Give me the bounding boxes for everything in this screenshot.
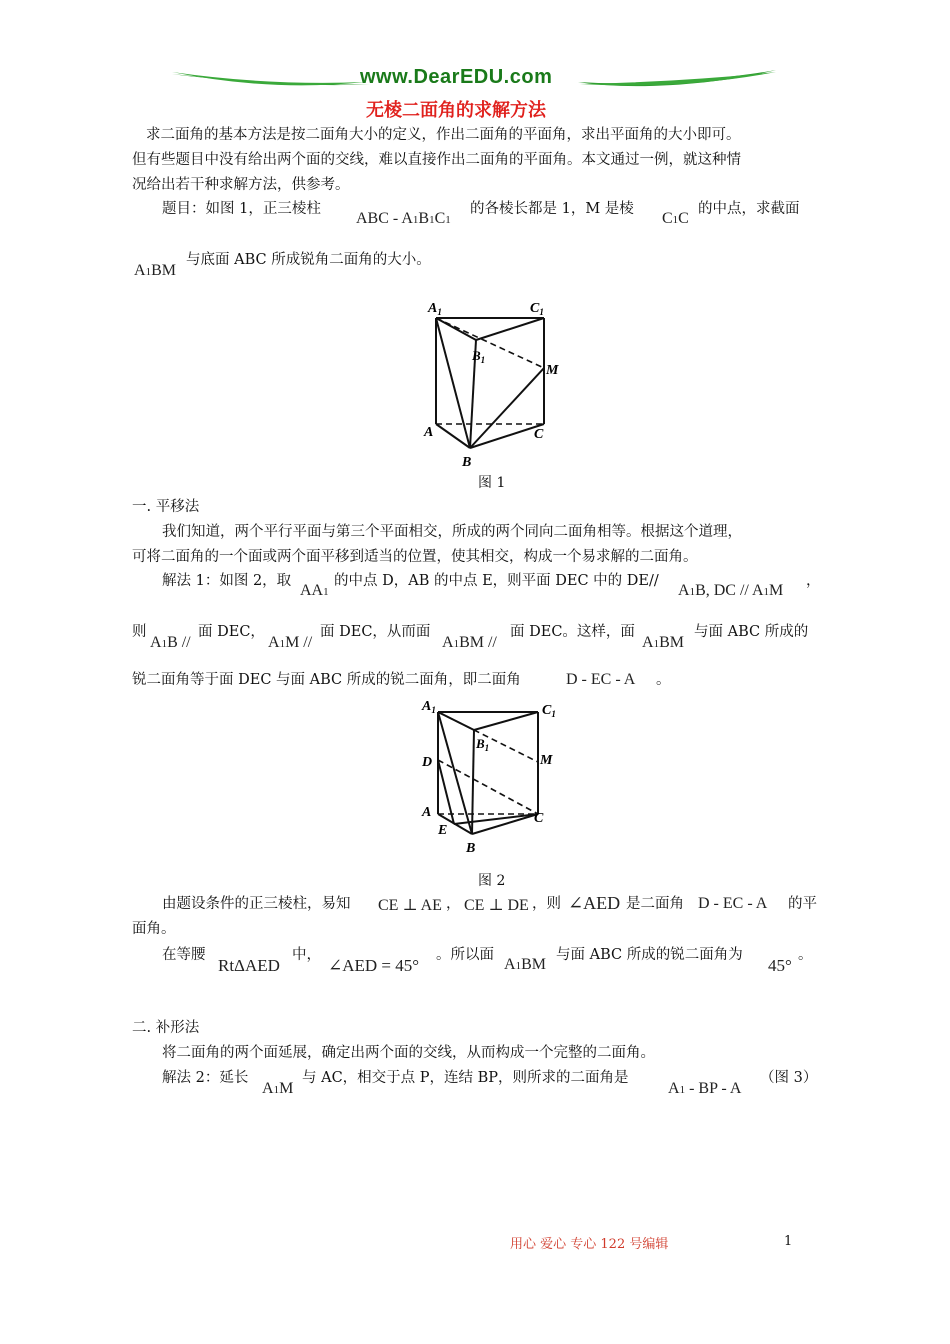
solution-1-text-a: 解法 1：如图 2，取	[162, 573, 292, 589]
section-2-para-1: 将二面角的两个面延展，确定出两个面的交线，从而构成一个完整的二面角。	[162, 1045, 655, 1061]
fig1-label-b1: $B_1$	[472, 348, 486, 365]
solution-1-text-b: 的中点 D，AB 的中点 E，则平面 DEC 中的 DE//	[334, 573, 659, 589]
reasoning-1-c: ，则	[532, 896, 561, 912]
reasoning-3-c: 。所以面	[436, 947, 494, 963]
solution-1-l2-e: 与面 ABC 所成的	[694, 624, 809, 640]
solution-2-dihedral: A1 - BP - A	[668, 1080, 742, 1097]
solution-1-a1bm: A1BM	[642, 634, 684, 651]
fig2-label-c: C	[534, 811, 544, 826]
fig1-label-b: B	[462, 455, 472, 470]
solution-2-a1m: A1M	[262, 1080, 294, 1097]
figure-2-caption: 图 2	[478, 873, 506, 889]
solution-1-dihedral-dec-a: D - EC - A	[566, 671, 636, 688]
fig2-label-d: D	[422, 755, 433, 770]
page-title: 无棱二面角的求解方法	[366, 100, 546, 121]
problem-text-1: 题目：如图 1，正三棱柱	[162, 201, 321, 217]
reasoning-3-a: 在等腰	[162, 947, 206, 963]
fig1-label-a1: $A_1$	[428, 301, 442, 317]
fig2-label-e: E	[438, 823, 448, 838]
solution-1-parallel-formula: A1B, DC // A1M	[678, 582, 784, 599]
section-1-heading: 一. 平移法	[132, 499, 200, 515]
solution-1-l2-a: 则	[132, 624, 147, 640]
fig2-label-a: A	[422, 805, 432, 820]
solution-2-text-b: 与 AC，相交于点 P，连结 BP，则所求的二面角是	[302, 1070, 629, 1086]
fig1-label-c: C	[534, 427, 544, 442]
reasoning-1-e: 的平	[788, 896, 817, 912]
solution-1-l2-c: 面 DEC，从而面	[320, 624, 431, 640]
footer-credit: 用心 爱心 专心 122 号编辑	[510, 1237, 669, 1252]
reasoning-triangle-aed: RtΔAED	[218, 956, 280, 975]
solution-1-edge-aa1: AA1	[300, 582, 329, 599]
reasoning-ce-perp-de: CE ⊥ DE	[464, 897, 529, 914]
fig2-label-m: M	[540, 753, 553, 768]
problem-section-formula: A1BM	[134, 262, 176, 279]
solution-1-l3-b: 。	[656, 672, 671, 688]
fig1-label-m: M	[546, 363, 559, 378]
figure-2-prism	[416, 698, 576, 858]
reasoning-angle-aed: ∠AED	[568, 893, 621, 913]
reasoning-answer-45: 45°	[768, 956, 792, 975]
fig2-label-b: B	[466, 841, 476, 856]
figure-1-prism	[420, 292, 570, 472]
fig1-label-c1: $C_1$	[530, 301, 544, 317]
reasoning-3-d: 与面 ABC 所成的锐二面角为	[556, 947, 743, 963]
reasoning-angle-45: ∠AED = 45°	[328, 956, 420, 975]
reasoning-ce-perp-ae: CE ⊥ AE	[378, 897, 442, 914]
reasoning-1-a: 由题设条件的正三棱柱，易知	[162, 896, 351, 912]
reasoning-1-b: ，	[446, 896, 461, 912]
reasoning-1-d: 是二面角	[626, 896, 684, 912]
fig2-label-a1: $A_1$	[422, 699, 436, 715]
section-1-para-2: 可将二面角的一个面或两个面平移到适当的位置，使其相交，构成一个易求解的二面角。	[132, 549, 698, 565]
reasoning-3-b: 中，	[292, 947, 321, 963]
intro-line-2: 但有些题目中没有给出两个面的交线，难以直接作出二面角的平面角。本文通过一例，就这种情	[132, 152, 741, 168]
problem-prism-formula: ABC - A1B1C1	[356, 210, 451, 227]
section-2-heading: 二. 补形法	[132, 1020, 200, 1036]
solution-1-a1bm-parallel: A1BM //	[442, 634, 497, 651]
intro-line-1: 求二面角的基本方法是按二面角大小的定义，作出二面角的平面角，求出平面角的大小即可。	[146, 127, 741, 143]
solution-2-text-a: 解法 2：延长	[162, 1070, 249, 1086]
solution-2-text-c: （图 3）	[760, 1070, 818, 1086]
problem-text-3: 的中点，求截面	[698, 201, 800, 217]
figure-1-caption: 图 1	[478, 475, 506, 491]
reasoning-3-e: 。	[798, 947, 813, 963]
fig1-label-a: A	[424, 425, 434, 440]
problem-text-2: 的各棱长都是 1，M 是棱	[470, 201, 634, 217]
reasoning-2: 面角。	[132, 921, 176, 937]
problem-text-4: 与底面 ABC 所成锐角二面角的大小。	[186, 252, 431, 268]
solution-1-l3-a: 锐二面角等于面 DEC 与面 ABC 所成的锐二面角，即二面角	[132, 672, 521, 688]
page-number: 1	[784, 1234, 793, 1249]
section-1-para-1: 我们知道，两个平行平面与第三个平面相交，所成的两个同向二面角相等。根据这个道理，	[162, 524, 742, 540]
solution-1-a1b-parallel: A1B //	[150, 634, 191, 651]
fig2-label-c1: $C_1$	[542, 703, 556, 719]
site-logo[interactable]: www.DearEDU.com	[360, 66, 553, 88]
reasoning-a1bm: A1BM	[504, 956, 546, 973]
solution-1-l2-b: 面 DEC，	[198, 624, 265, 640]
fig2-label-b1: $B_1$	[476, 736, 490, 753]
reasoning-dihedral: D - EC - A	[698, 895, 768, 912]
problem-edge-formula: C1C	[662, 210, 689, 227]
solution-1-a1m-parallel: A1M //	[268, 634, 313, 651]
intro-line-3: 况给出若干种求解方法，供参考。	[132, 177, 350, 193]
solution-1-l2-d: 面 DEC。这样，面	[510, 624, 635, 640]
solution-1-comma: ，	[806, 573, 821, 589]
